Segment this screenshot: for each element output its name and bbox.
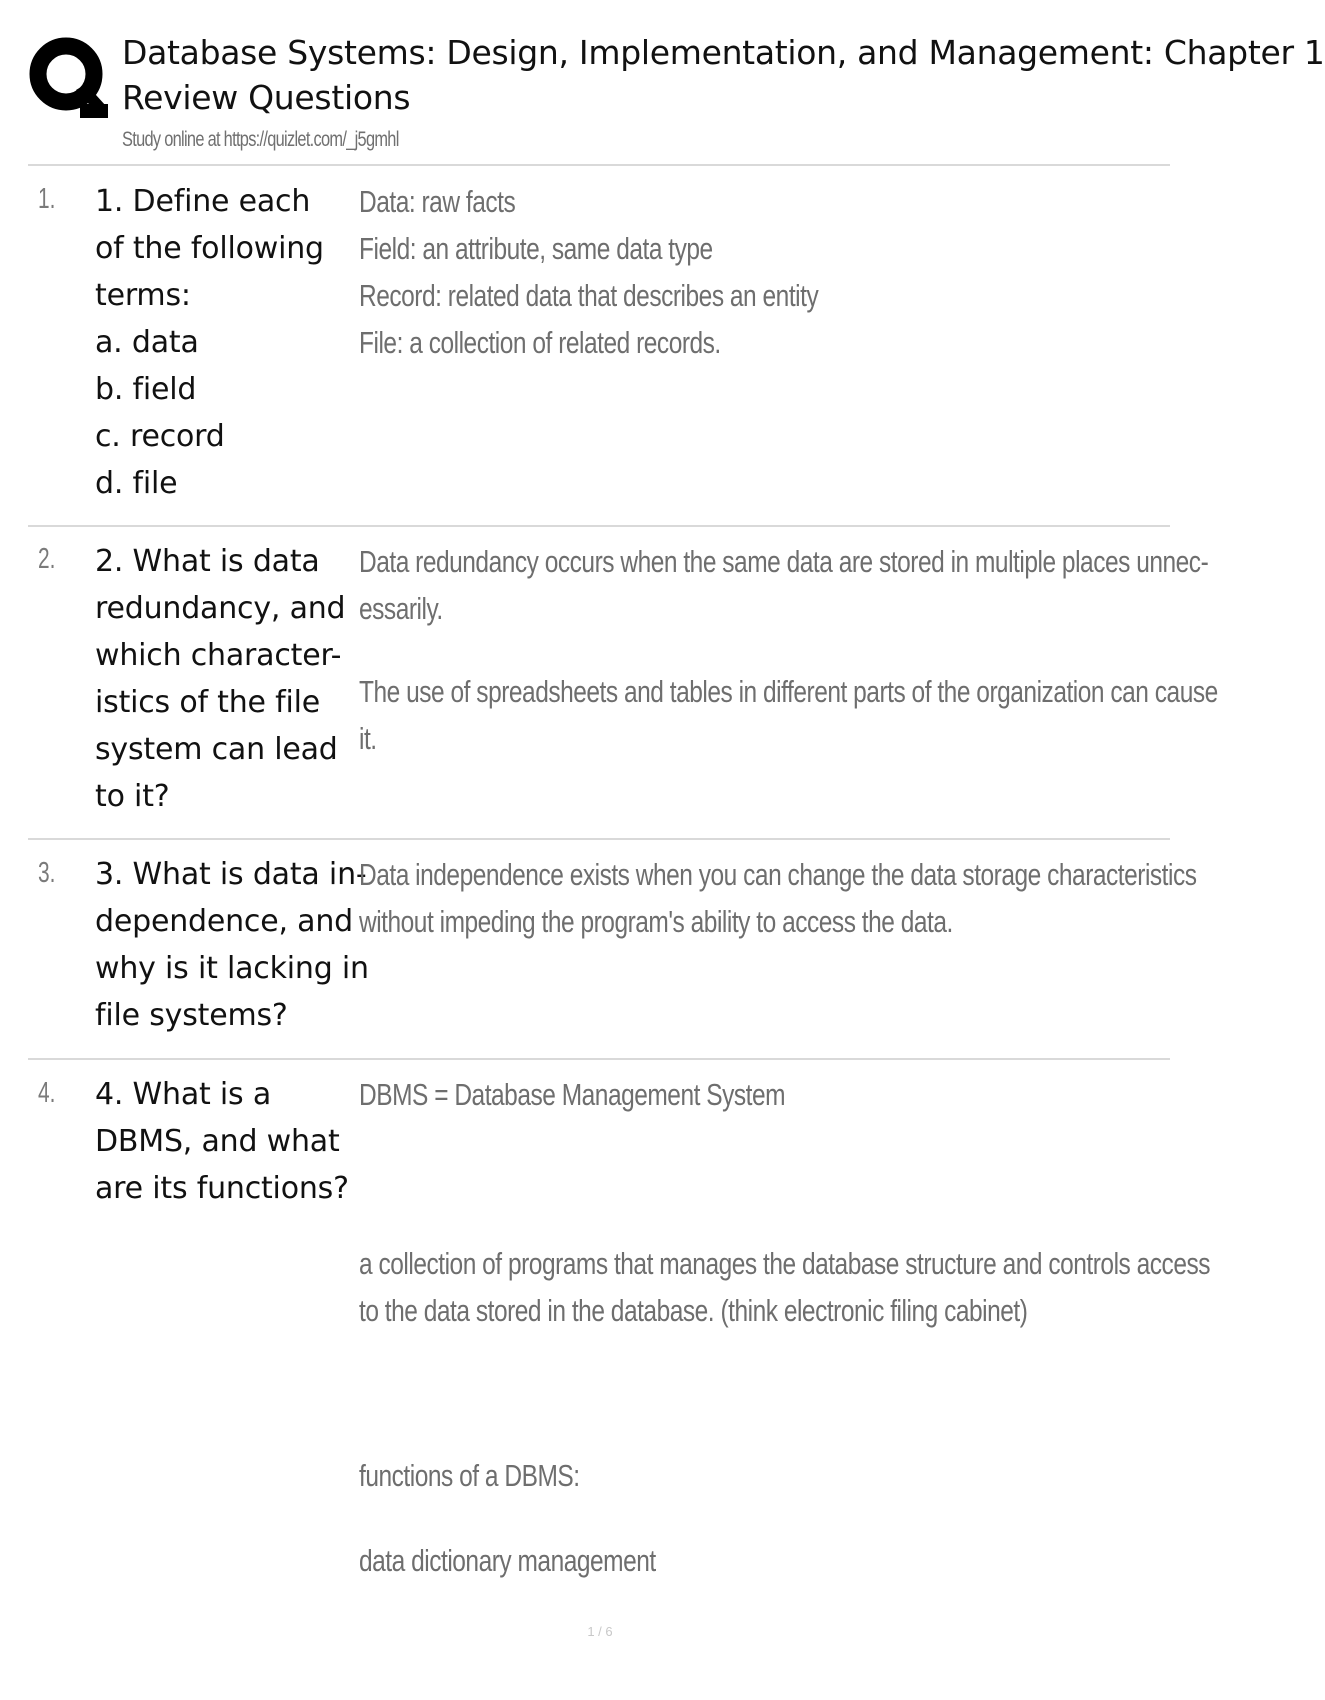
answer-line: Record: related data that describes an entity <box>359 278 819 313</box>
card-divider <box>28 838 1170 840</box>
answer-line: to the data stored in the database. (think electronic filing cabinet) <box>359 1293 1028 1328</box>
page-indicator: 1 / 6 <box>587 1624 613 1639</box>
question-line: d. file <box>95 466 178 501</box>
answer-line: without impeding the program's ability to access the data. <box>359 904 953 939</box>
question-line: which character- <box>95 638 342 673</box>
question-line: 3. What is data in- <box>95 857 367 892</box>
document-title <box>122 30 1325 120</box>
question-line: why is it lacking in <box>95 951 369 986</box>
question-line: a. data <box>95 325 199 360</box>
answer-line: essarily. <box>359 591 443 626</box>
question-text <box>95 851 369 1039</box>
answer-line: File: a collection of related records. <box>359 325 721 360</box>
answer-line: Data independence exists when you can change the data storage characteristics <box>359 857 1197 892</box>
paragraph-gap <box>359 632 1149 668</box>
question-text <box>95 538 357 820</box>
question-line: terms: <box>95 278 191 313</box>
answer-text <box>359 178 1149 366</box>
card-divider <box>28 525 1170 527</box>
answer-line: functions of a DBMS: <box>359 1458 580 1493</box>
answer-line: it. <box>359 721 377 756</box>
card-number: 2. <box>38 543 56 575</box>
question-line: are its functions? <box>95 1171 349 1206</box>
question-line: DBMS, and what <box>95 1124 340 1159</box>
question-line: istics of the file <box>95 685 321 720</box>
answer-text <box>359 851 1197 945</box>
answer-line: Data redundancy occurs when the same data are stored in multiple places unnec- <box>359 544 1209 579</box>
answer-line: a collection of programs that manages the database structure and controls access <box>359 1246 1211 1281</box>
title-line-1: Database Systems: Design, Implementation, and Management: Chapter 1 <box>122 33 1325 72</box>
answer-line: DBMS = Database Management System <box>359 1077 786 1112</box>
question-line: 1. Define each <box>95 184 311 219</box>
question-line: dependence, and <box>95 904 353 939</box>
question-line: b. field <box>95 372 197 407</box>
study-online-link[interactable]: Study online at https://quizlet.com/_j5gmhl <box>122 128 399 151</box>
answer-text <box>359 1537 1149 1584</box>
question-line: 2. What is data <box>95 544 320 579</box>
answer-line: Data: raw facts <box>359 184 516 219</box>
question-line: c. record <box>95 419 225 454</box>
quizlet-logo-icon <box>28 34 108 120</box>
question-line: 4. What is a <box>95 1077 272 1112</box>
answer-text <box>359 1452 1149 1499</box>
answer-line: The use of spreadsheets and tables in different parts of the organization can cause <box>359 674 1218 709</box>
question-line: to it? <box>95 779 170 814</box>
question-text <box>95 178 357 507</box>
answer-text <box>359 1071 1149 1118</box>
question-line: redundancy, and <box>95 591 346 626</box>
question-line: system can lead <box>95 732 338 767</box>
question-text <box>95 1071 357 1212</box>
question-line: file systems? <box>95 998 288 1033</box>
answer-text <box>359 538 1218 762</box>
card-divider <box>28 1058 1170 1060</box>
header-divider <box>28 164 1170 166</box>
question-line: of the following <box>95 231 324 266</box>
card-number: 1. <box>38 183 56 215</box>
title-line-2: Review Questions <box>122 78 411 117</box>
answer-line: Field: an attribute, same data type <box>359 231 713 266</box>
answer-line: data dictionary management <box>359 1543 656 1578</box>
card-number: 3. <box>38 857 56 889</box>
card-number: 4. <box>38 1077 56 1109</box>
answer-text <box>359 1240 1211 1334</box>
